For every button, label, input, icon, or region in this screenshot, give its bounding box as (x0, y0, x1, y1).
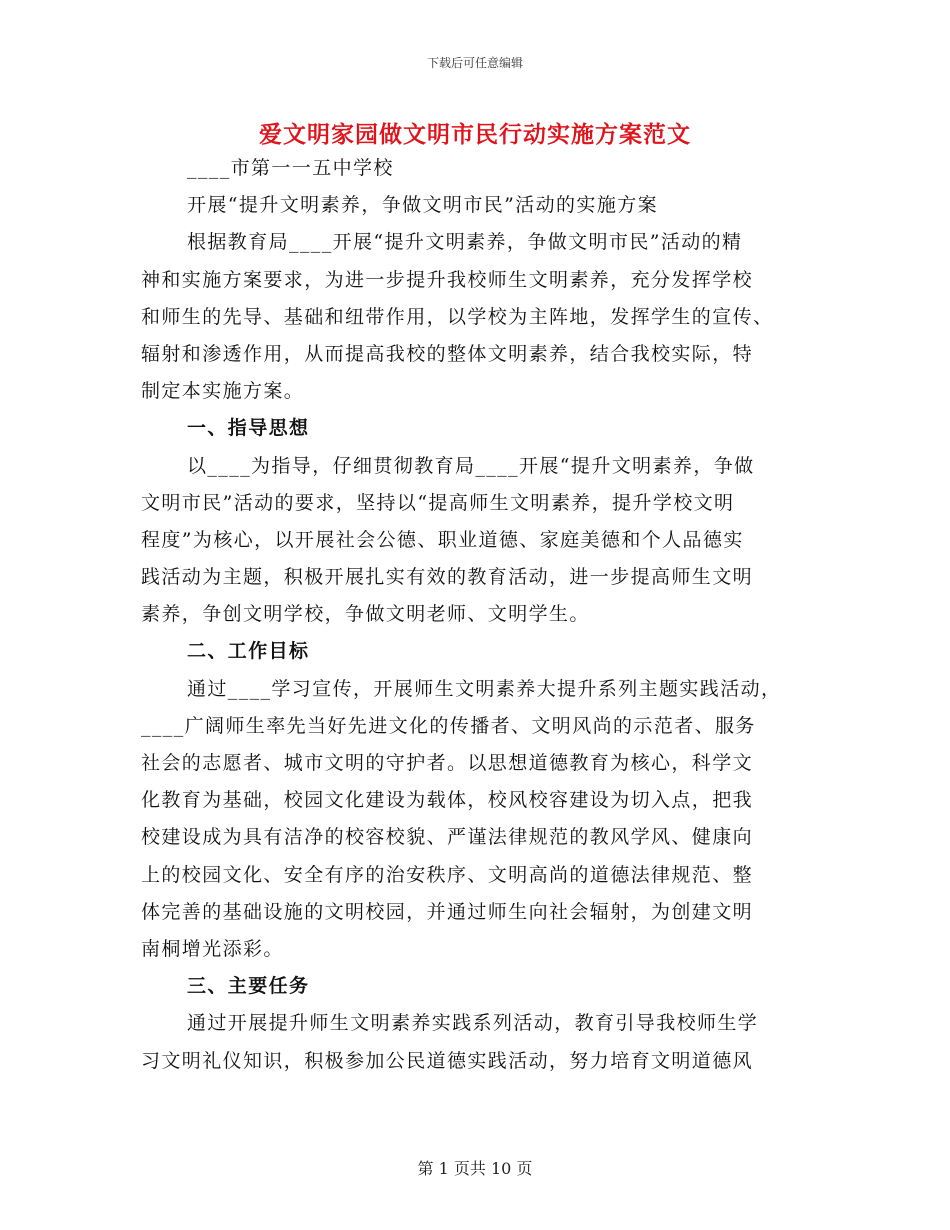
paragraph-line: 南桐增光添彩。 (141, 937, 284, 960)
paragraph-line: ____市第一一五中学校 (187, 157, 394, 179)
section-heading: 三、主要任务 (187, 975, 310, 998)
paragraph-line: 通过____学习宣传，开展师生文明素养大提升系列主题实践活动， (187, 677, 782, 700)
paragraph-line: ____广阔师生率先当好先进文化的传播者、文明风尚的示范者、服务 (141, 714, 756, 737)
paragraph-line: 通过开展提升师生文明素养实践系列活动，教育引导我校师生学 (187, 1012, 759, 1035)
document-body (141, 150, 806, 1080)
paragraph-line: 上的校园文化、安全有序的治安秩序、文明高尚的道德法律规范、整 (141, 863, 754, 886)
paragraph-line: 文明市民”活动的要求，坚持以“提高师生文明素养，提升学校文明 (141, 491, 735, 514)
paragraph-line: 以____为指导，仔细贯彻教育局____开展“提升文明素养，争做 (187, 454, 755, 477)
download-note: 下载后可任意编辑 (426, 56, 523, 70)
paragraph-line: 辐射和渗透作用，从而提高我校的整体文明素养，结合我校实际，特 (141, 342, 754, 365)
page-number-footer: 第 1 页共 10 页 (417, 1159, 533, 1178)
paragraph-line: 社会的志愿者、城市文明的守护者。以思想道德教育为核心，科学文 (141, 752, 754, 774)
section-heading: 二、工作目标 (187, 640, 310, 663)
paragraph-line: 开展“提升文明素养，争做文明市民”活动的实施方案 (187, 194, 659, 217)
paragraph-line: 校建设成为具有洁净的校容校貌、严谨法律规范的教风学风、健康向 (141, 826, 754, 849)
paragraph-line: 体完善的基础设施的文明校园，并通过师生向社会辐射，为创建文明 (141, 900, 754, 923)
document-title: 爱文明家园做文明市民行动实施方案范文 (259, 121, 691, 148)
paragraph-line: 践活动为主题，积极开展扎实有效的教育活动，进一步提高师生文明 (141, 566, 754, 589)
paragraph-line: 神和实施方案要求，为进一步提升我校师生文明素养，充分发挥学校 (141, 268, 754, 291)
paragraph-line: 素养，争创文明学校，争做文明老师、文明学生。 (141, 603, 590, 626)
paragraph-line: 化教育为基础，校园文化建设为载体，校风校容建设为切入点，把我 (141, 789, 754, 812)
paragraph-line: 和师生的先导、基础和纽带作用，以学校为主阵地，发挥学生的宣传、 (141, 305, 774, 328)
paragraph-line: 根据教育局____开展“提升文明素养，争做文明市民”活动的精 (187, 231, 743, 254)
paragraph-line: 程度”为核心，以开展社会公德、职业道德、家庭美德和个人品德实 (141, 528, 744, 551)
paragraph-line: 习文明礼仪知识，积极参加公民道德实践活动，努力培育文明道德风 (141, 1049, 754, 1072)
paragraph-line: 制定本实施方案。 (141, 380, 305, 403)
section-heading: 一、指导思想 (187, 417, 310, 440)
